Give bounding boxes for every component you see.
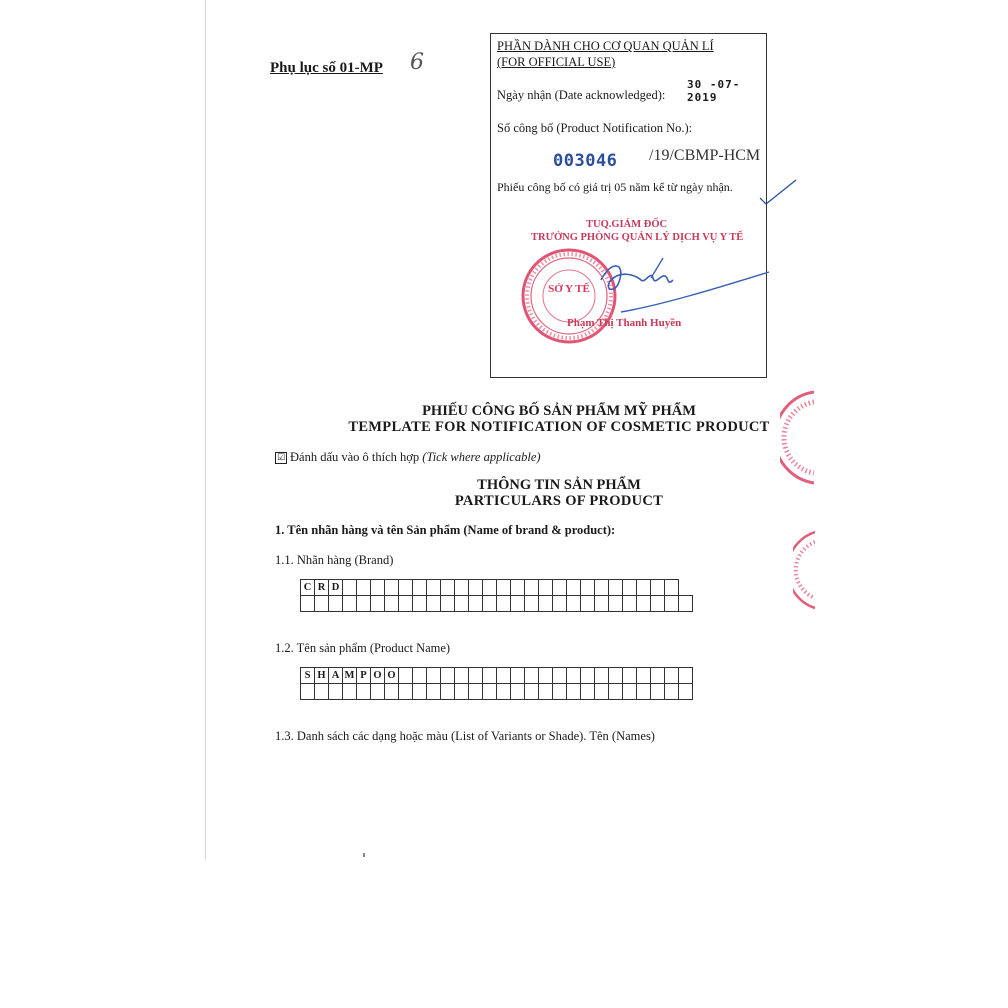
grid-cell [637,596,651,612]
seal-text: SỞ Y TẾ [548,283,590,295]
tick-note-vn: Đánh dấu vào ô thích hợp [290,450,420,464]
grid-cell [483,684,497,700]
grid-cell [469,596,483,612]
form-title-en: TEMPLATE FOR NOTIFICATION OF COSMETIC PRODUCT [348,419,770,435]
grid-cell [651,684,665,700]
grid-cell [511,668,525,684]
grid-cell [665,668,679,684]
grid-cell [581,580,595,596]
grid-cell [539,580,553,596]
question-1-1-brand: 1.1. Nhãn hàng (Brand) [275,553,394,567]
tick-instruction [275,450,541,465]
grid-cell [679,668,693,684]
question-1-2-product: 1.2. Tên sản phẩm (Product Name) [275,641,451,655]
grid-cell [525,684,539,700]
grid-cell [637,580,651,596]
grid-cell [483,596,497,612]
grid-cell [665,596,679,612]
grid-cell [301,596,315,612]
grid-cell: A [329,668,343,684]
grid-cell [497,580,511,596]
grid-cell [469,668,483,684]
check-mark-icon [758,178,798,208]
grid-cell [581,596,595,612]
grid-cell [315,596,329,612]
grid-cell [441,596,455,612]
grid-cell [441,668,455,684]
grid-cell [343,684,357,700]
grid-cell [567,596,581,612]
partial-seal-icon [793,530,815,610]
grid-cell [581,668,595,684]
grid-cell [525,596,539,612]
grid-cell [399,684,413,700]
grid-cell: H [315,668,329,684]
brand-grid [300,579,693,612]
grid-cell [357,580,371,596]
grid-cell [511,596,525,612]
grid-cell [427,684,441,700]
grid-cell [567,580,581,596]
grid-cell [539,596,553,612]
grid-cell [385,580,399,596]
grid-cell [427,596,441,612]
signature-icon [581,250,771,320]
grid-cell: O [385,668,399,684]
grid-cell [469,580,483,596]
grid-cell [455,580,469,596]
notification-number-label: Số công bố (Product Notification No.): [497,121,693,135]
grid-cell [301,684,315,700]
grid-cell [497,596,511,612]
section-title-en: PARTICULARS OF PRODUCT [454,493,664,509]
grid-cell [483,668,497,684]
grid-row-2 [301,596,693,612]
grid-cell: R [315,580,329,596]
grid-cell [511,580,525,596]
official-use-box [490,33,767,378]
grid-cell [651,668,665,684]
scan-speck [363,853,365,857]
grid-cell [399,596,413,612]
grid-cell [427,580,441,596]
grid-cell [427,668,441,684]
grid-cell [511,684,525,700]
product-name-grid [300,667,693,700]
question-1: 1. Tên nhãn hàng và tên Sản phẩm (Name of brand & product): [275,523,616,537]
grid-cell [315,684,329,700]
signer-role-1: TUQ.GIÁM ĐỐC [586,219,668,230]
date-acknowledged-label: Ngày nhận (Date acknowledged): [497,88,666,102]
grid-cell [525,580,539,596]
grid-cell [329,684,343,700]
grid-cell [581,684,595,700]
grid-cell [455,668,469,684]
grid-cell [371,596,385,612]
signer-role-2: TRƯỞNG PHÒNG QUẢN LÝ DỊCH VỤ Y TẾ [531,232,744,243]
grid-cell [441,580,455,596]
grid-cell [483,580,497,596]
grid-cell [399,668,413,684]
official-heading-vn: PHẦN DÀNH CHO CƠ QUAN QUẢN LÍ [497,39,714,53]
grid-cell [553,580,567,596]
grid-cell [553,668,567,684]
grid-cell [371,580,385,596]
grid-cell [343,580,357,596]
official-heading-en: (FOR OFFICIAL USE) [497,55,616,69]
grid-cell [399,580,413,596]
grid-cell [637,668,651,684]
grid-row-1 [301,668,693,684]
form-title-vn: PHIẾU CÔNG BỐ SẢN PHẨM MỸ PHẨM [422,403,696,419]
grid-cell [539,684,553,700]
validity-note: Phiếu công bố có giá trị 05 năm kể từ ngày nhận. [497,180,733,194]
grid-cell [623,580,637,596]
section-title-vn: THÔNG TIN SẢN PHẨM [477,477,641,493]
checkbox-icon: ☑ [276,453,286,464]
appendix-label: Phụ lục số 01-MP [270,60,383,76]
grid-cell [679,596,693,612]
grid-cell [595,596,609,612]
grid-cell [413,684,427,700]
grid-cell: C [301,580,315,596]
date-acknowledged-value: 30 -07- 2019 [687,78,741,104]
grid-cell [357,684,371,700]
grid-cell [455,596,469,612]
grid-cell [679,684,693,700]
grid-row-2 [301,684,693,700]
grid-cell [553,684,567,700]
grid-cell [623,668,637,684]
question-1-3-variants: 1.3. Danh sách các dạng hoặc màu (List of Variants or Shade). Tên (Names) [275,729,655,743]
grid-cell [357,596,371,612]
grid-cell [623,596,637,612]
grid-cell [637,684,651,700]
grid-cell: P [357,668,371,684]
grid-cell [595,580,609,596]
grid-cell [609,668,623,684]
grid-cell [609,580,623,596]
tick-note-en: (Tick where applicable) [422,450,541,464]
grid-cell [497,668,511,684]
grid-cell [329,596,343,612]
grid-cell [665,580,679,596]
grid-cell [539,668,553,684]
grid-cell [595,668,609,684]
grid-cell [553,596,567,612]
grid-cell [385,596,399,612]
grid-cell [651,580,665,596]
grid-cell [441,684,455,700]
grid-cell [413,668,427,684]
handwritten-mark: 6 [410,50,424,75]
grid-cell [595,684,609,700]
grid-cell [469,684,483,700]
grid-cell: S [301,668,315,684]
grid-cell [567,684,581,700]
grid-cell [413,596,427,612]
grid-cell [371,684,385,700]
grid-cell [455,684,469,700]
grid-cell [623,684,637,700]
grid-cell [385,684,399,700]
grid-cell [665,684,679,700]
grid-cell: D [329,580,343,596]
grid-cell [609,684,623,700]
grid-row-1 [301,580,693,596]
grid-cell [609,596,623,612]
grid-cell [497,684,511,700]
grid-cell: O [371,668,385,684]
signer-name: Phạm Thị Thanh Huyền [567,317,682,329]
grid-cell [525,668,539,684]
notification-number: 003046 [553,151,618,171]
grid-cell [343,596,357,612]
grid-cell [413,580,427,596]
notification-suffix: /19/CBMP-HCM [649,147,761,164]
grid-cell [651,596,665,612]
grid-cell [567,668,581,684]
grid-cell: M [343,668,357,684]
